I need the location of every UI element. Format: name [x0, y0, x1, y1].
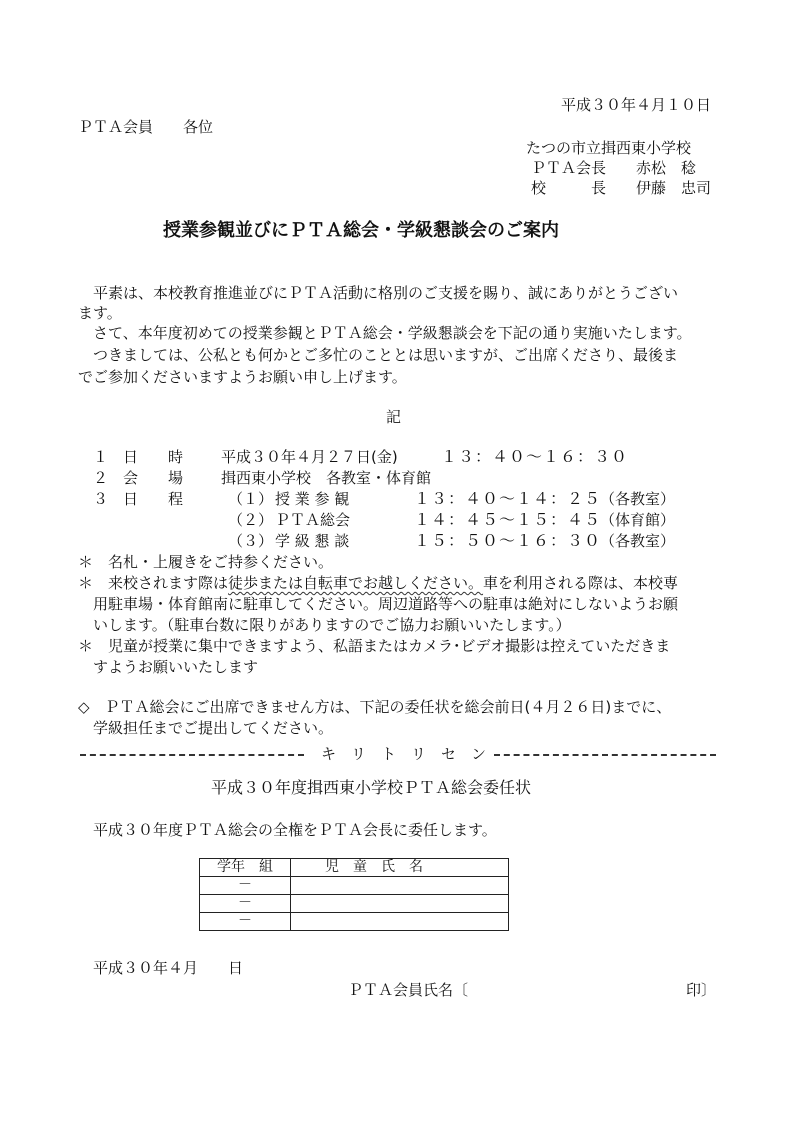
table-row: [200, 913, 509, 931]
school-name: たつの市立揖西東小学校: [526, 139, 692, 157]
cut-line-label: キ リ ト リ セ ン: [321, 745, 487, 763]
name-cell[interactable]: [291, 913, 509, 931]
name-cell[interactable]: [291, 895, 509, 913]
schedule-label: ３ 日 程: [93, 490, 184, 508]
proxy-notice-line-1: ◇ ＰＴＡ総会にご出席できません方は、下記の委任状を総会前日(４月２６日)までに、: [78, 698, 672, 716]
note-2-line-3: いします。（駐車台数に限りがありますのでご協力お願いいたします。）: [93, 616, 571, 634]
grade-cell: －: [200, 895, 291, 913]
schedule-place: （体育館）: [600, 511, 676, 529]
note-2-line-1: [78, 573, 678, 593]
grade-cell: －: [200, 877, 291, 895]
table-header-grade: 学年 組: [200, 859, 291, 877]
note-2-line-2: 用駐車場・体育館南に駐車してください。周辺道路等への駐車は絶対にしないようお願: [93, 595, 679, 613]
place-label: ２ 会 場: [93, 469, 184, 487]
schedule-time: １５：５０～１６：３０: [414, 531, 602, 550]
schedule-place: （各教室）: [600, 532, 676, 550]
body-paragraph-2: さて、本年度初めての授業参観とＰＴＡ総会・学級懇談会を下記の通り実施いたします。: [93, 324, 692, 342]
pta-president: ＰＴＡ会長 赤松 稔: [531, 159, 697, 177]
schedule-event: ＰＴＡ総会: [275, 511, 351, 529]
grade-cell: －: [200, 913, 291, 931]
schedule-time: １４：４５～１５：４５: [414, 510, 602, 529]
proxy-statement: 平成３０年度ＰＴＡ総会の全権をＰＴＡ会長に委任します。: [93, 821, 497, 839]
date-label: １ 日 時: [93, 448, 184, 466]
table-row: [200, 895, 509, 913]
signature-label: ＰＴＡ会員氏名〔: [348, 981, 469, 999]
page-title: 授業参観並びにＰＴＡ総会・学級懇談会のご案内: [163, 220, 559, 241]
schedule-no: （３）: [228, 532, 274, 550]
cut-line-right: [494, 754, 716, 756]
body-paragraph-3-line-1: つきましては、公私とも何かとご多忙のこととは思いますが、ご出席くださり、最後ま: [93, 346, 679, 364]
table-header-name: 児 童 氏 名: [291, 859, 509, 877]
body-paragraph-3-line-2: でご参加くださいますようお願い申し上げます。: [78, 368, 407, 386]
note-3-line-2: すようお願いいたします: [93, 658, 259, 676]
schedule-no: （１）: [228, 490, 274, 508]
name-cell[interactable]: [291, 877, 509, 895]
schedule-time: １３：４０～１４：２５: [414, 489, 602, 508]
note-2-emphasis: 徒歩または自転車でお越しください。: [228, 574, 484, 592]
note-1: ＊ 名札・上履きをご持参ください。: [78, 553, 334, 571]
document-date: 平成３０年４月１０日: [561, 96, 712, 114]
proxy-table: [199, 858, 509, 931]
seal-mark: 印〕: [686, 981, 717, 999]
addressee: ＰＴＡ会員 各位: [78, 118, 214, 136]
cut-line-left: [80, 754, 304, 756]
date-time: １３：４０～１６：３０: [441, 447, 629, 466]
table-row: [200, 877, 509, 895]
note-2-prefix: ＊ 来校されます際は: [78, 574, 229, 592]
schedule-place: （各教室）: [600, 490, 676, 508]
table-header-row: [200, 859, 509, 877]
principal: 校 長 伊藤 忠司: [531, 179, 712, 197]
schedule-no: （２）: [228, 511, 274, 529]
proxy-form-title: 平成３０年度揖西東小学校ＰＴＡ総会委任状: [211, 778, 532, 797]
place-value: 揖西東小学校 各教室・体育館: [221, 469, 432, 487]
body-paragraph-1-line-2: ます。: [78, 304, 122, 322]
body-paragraph-1-line-1: 平素は、本校教育推進並びにＰＴＡ活動に格別のご支援を賜り、誠にありがとうござい: [93, 284, 679, 302]
note-2-suffix: 車を利用される際は、本校専: [483, 574, 679, 592]
date-value: 平成３０年４月２７日(金): [221, 448, 398, 466]
schedule-event: 授 業 参 観: [275, 490, 350, 508]
form-date-line: 平成３０年４月 日: [93, 959, 244, 977]
schedule-event: 学 級 懇 談: [275, 532, 350, 550]
proxy-notice-line-2: 学級担任までご提出してください。: [93, 719, 334, 737]
note-3-line-1: ＊ 児童が授業に集中できますよう、私語またはカメラ･ビデオ撮影は控えていただきま: [78, 637, 671, 655]
ki-heading: 記: [386, 408, 402, 426]
